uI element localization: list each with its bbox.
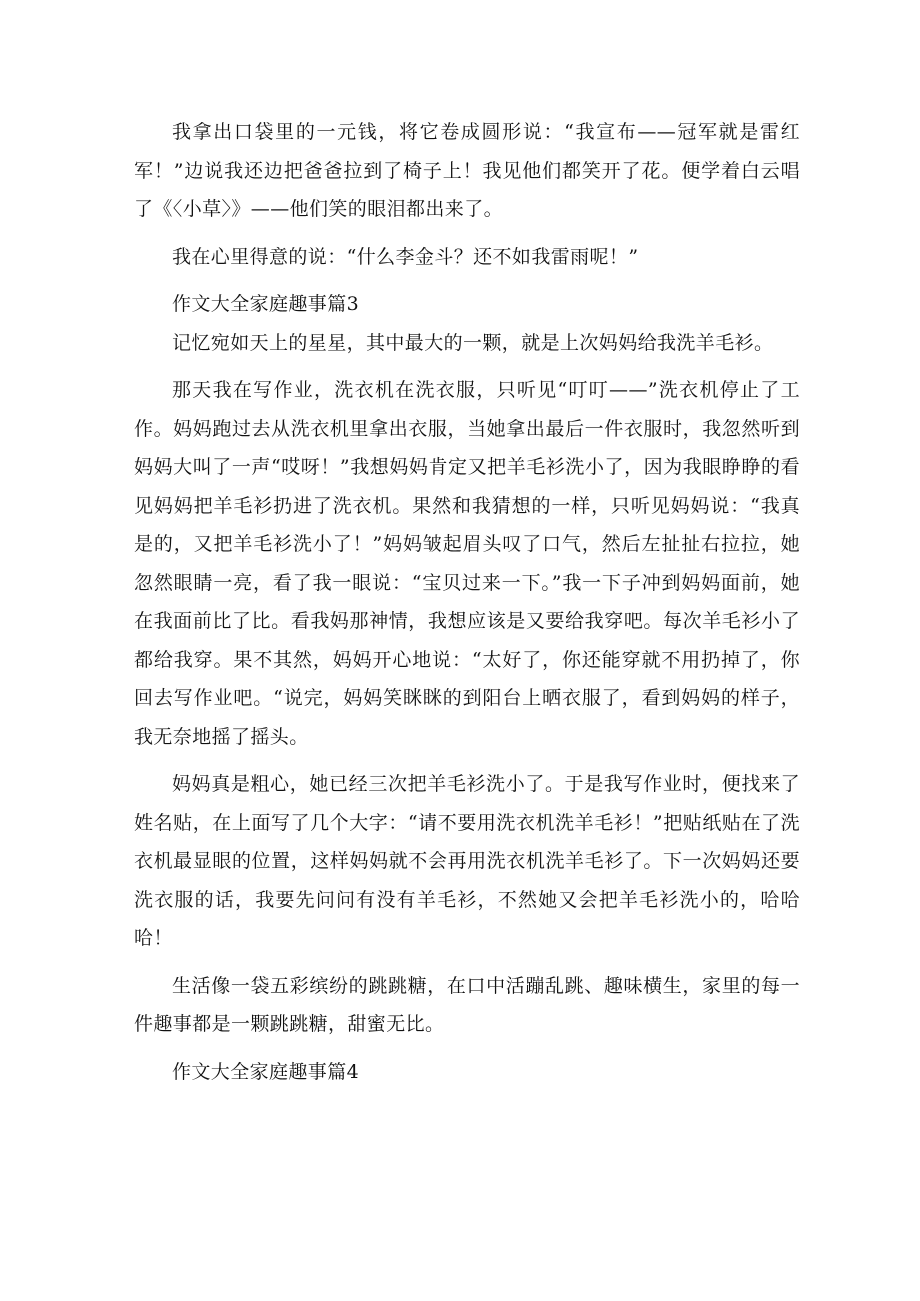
paragraph-3: 记忆宛如天上的星星，其中最大的一颗，就是上次妈妈给我洗羊毛衫。 — [172, 331, 774, 354]
paragraph-4: 那天我在写作业，洗衣机在洗衣服，只听见“叮叮——”洗衣机停止了工作。妈妈跑过去从洗衣机里拿出衣服，当她拿出最后一件衣服时，我忽然听到妈妈大叫了一声“哎呀！”我想妈妈肯定又把羊毛衫洗小了，因为我眼睁睁的看见妈妈把羊毛衫扔进了洗衣机。果然和我猜想的一样，只听见妈妈说：“我真是的，又把羊毛衫洗小了！”妈妈皱起眉头叹了口气，然后左扯扯右拉拉，她忽然眼睛一亮，看了我一眼说：“宝贝过来一下。”我一下子冲到妈妈面前，她在我面前比了比。看我妈那神情，我想应该是又要给我穿吧。每次羊毛衫小了都给我穿。果不其然，妈妈开心地说：“太好了，你还能穿就不用扔掉了，你回去写作业吧。“说完，妈妈笑眯眯的到阳台上晒衣服了，看到妈妈的样子，我无奈地摇了摇头。 — [134, 379, 800, 748]
section-heading-4: 作文大全家庭趣事篇4 — [172, 1060, 360, 1083]
paragraph-1: 我拿出口袋里的一元钱，将它卷成圆形说：“我宣布——冠军就是雷红军！”边说我还边把爸爸拉到了椅子上！我见他们都笑开了花。便学着白云唱了《〈小草〉》——他们笑的眼泪都出来了。 — [134, 121, 800, 220]
paragraph-6: 生活像一袋五彩缤纷的跳跳糖，在口中活蹦乱跳、趣味横生，家里的每一件趣事都是一颗跳跳糖，甜蜜无比。 — [134, 974, 800, 1035]
section-heading-3: 作文大全家庭趣事篇3 — [172, 293, 360, 315]
paragraph-5: 妈妈真是粗心，她已经三次把羊毛衫洗小了。于是我写作业时，便找来了姓名贴，在上面写了几个大字：“请不要用洗衣机洗羊毛衫！”把贴纸贴在了洗衣机最显眼的位置，这样妈妈就不会再用洗衣机洗羊毛衫了。下一次妈妈还要洗衣服的话，我要先问问有没有羊毛衫，不然她又会把羊毛衫洗小的，哈哈哈！ — [134, 773, 800, 949]
paragraph-2: 我在心里得意的说：“什么李金斗？还不如我雷雨呢！” — [172, 245, 639, 268]
